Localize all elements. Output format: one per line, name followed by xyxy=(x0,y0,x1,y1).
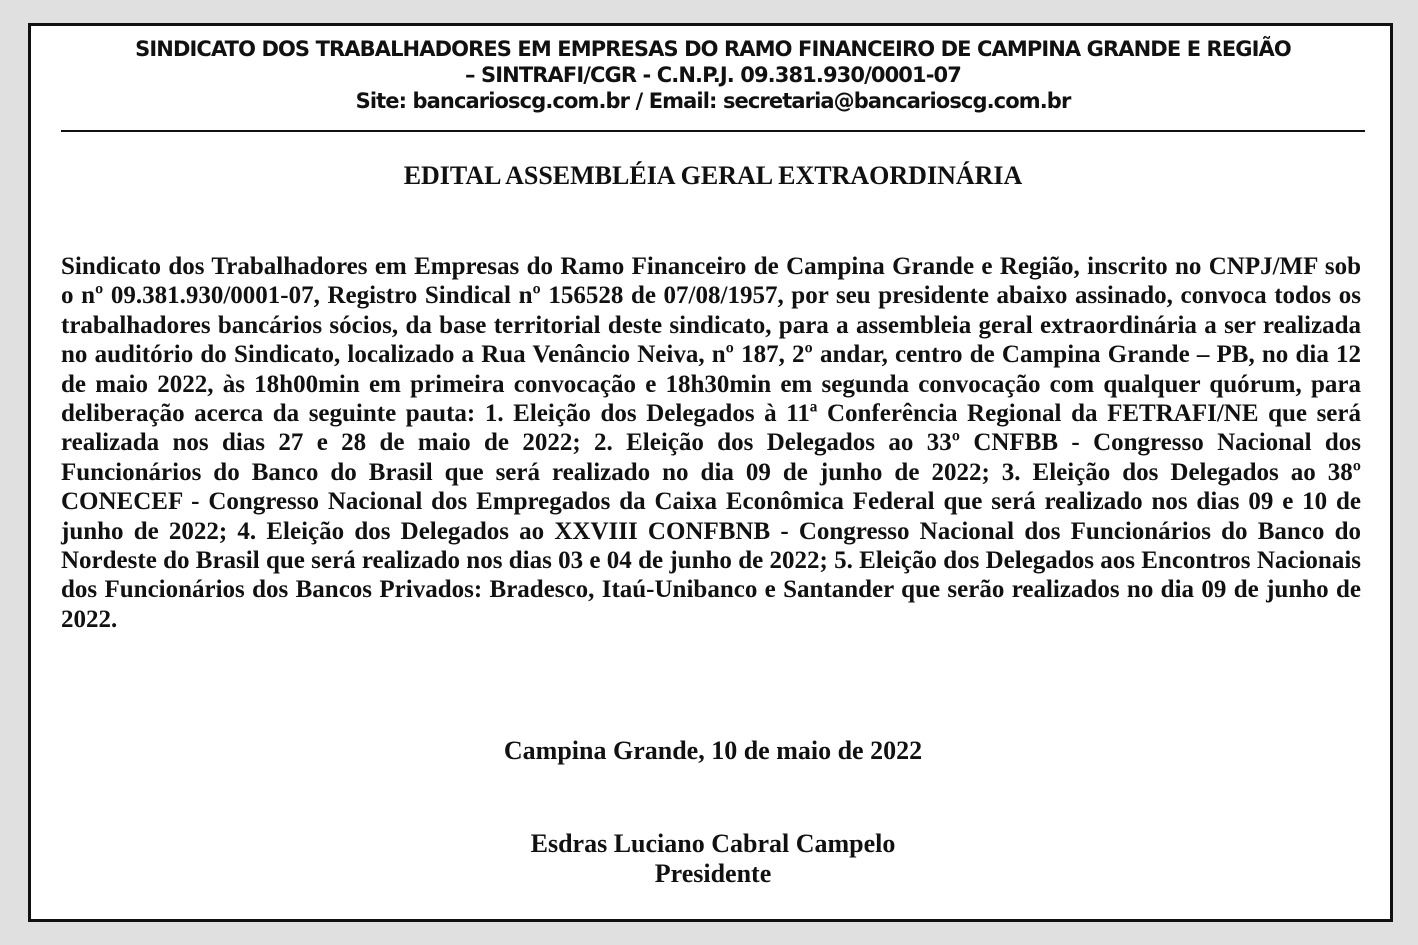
header-divider xyxy=(61,130,1365,132)
signer-name: Esdras Luciano Cabral Campelo xyxy=(530,829,896,858)
notice-body: Sindicato dos Trabalhadores em Empresas do Ramo Financeiro de Campina Grande e Região, inscrito no CNPJ/MF sob o nº 09.381.930/0001-07, Registro Sindical nº 156528 de 07/08/1957, por seu presidente abaixo assinado, convoca todos os trabalhadores bancários sócios, da base territorial deste sindicato, para a assembleia geral extraordinária a ser realizada no auditório do Sindicato, localizado a Rua Venâncio Neiva, nº 187, 2º andar, centro de Campina Grande – PB, no dia 12 de maio 2022, às 18h00min em primeira convocação e 18h30min em segunda convocação com qualquer quórum, para deliberação acerca da seguinte pauta: 1. Eleição dos Delegados à 11ª Conferência Regional da FETRAFI/NE que será realizada nos dias 27 e 28 de maio de 2022; 2. Eleição dos Delegados ao 33º CNFBB - Congresso Nacional dos Funcionários do Banco do Brasil que será realizado no dia 09 de junho de 2022; 3. Eleição dos Delegados ao 38º CONECEF - Congresso Nacional dos Empregados da Caixa Econômica Federal que será realizado nos dias 09 e 10 de junho de 2022; 4. Eleição dos Delegados ao XXVIII CONFBNB - Congresso Nacional dos Funcionários do Banco do Nordeste do Brasil que será realizado nos dias 03 e 04 de junho de 2022; 5. Eleição dos Delegados aos Encontros Nacionais dos Funcionários dos Bancos Privados: Bradesco, Itaú-Unibanco e Santander que serão realizados no dia 09 de junho de 2022. xyxy=(61,253,1361,633)
notice-title: EDITAL ASSEMBLÉIA GERAL EXTRAORDINÁRIA xyxy=(403,161,1023,190)
place-date: Campina Grande, 10 de maio de 2022 xyxy=(503,736,923,765)
signer-role: Presidente xyxy=(654,859,772,888)
union-cnpj-line: – SINTRAFI/CGR - C.N.P.J. 09.381.930/0001-07 xyxy=(465,63,961,87)
union-header xyxy=(61,36,1365,114)
union-name-line: SINDICATO DOS TRABALHADORES EM EMPRESAS DO RAMO FINANCEIRO DE CAMPINA GRANDE E REGIÃO xyxy=(135,37,1291,61)
union-contact-line: Site: bancarioscg.com.br / Email: secretaria@bancarioscg.com.br xyxy=(355,89,1071,113)
signature-block xyxy=(61,829,1365,889)
edital-notice xyxy=(28,23,1393,922)
